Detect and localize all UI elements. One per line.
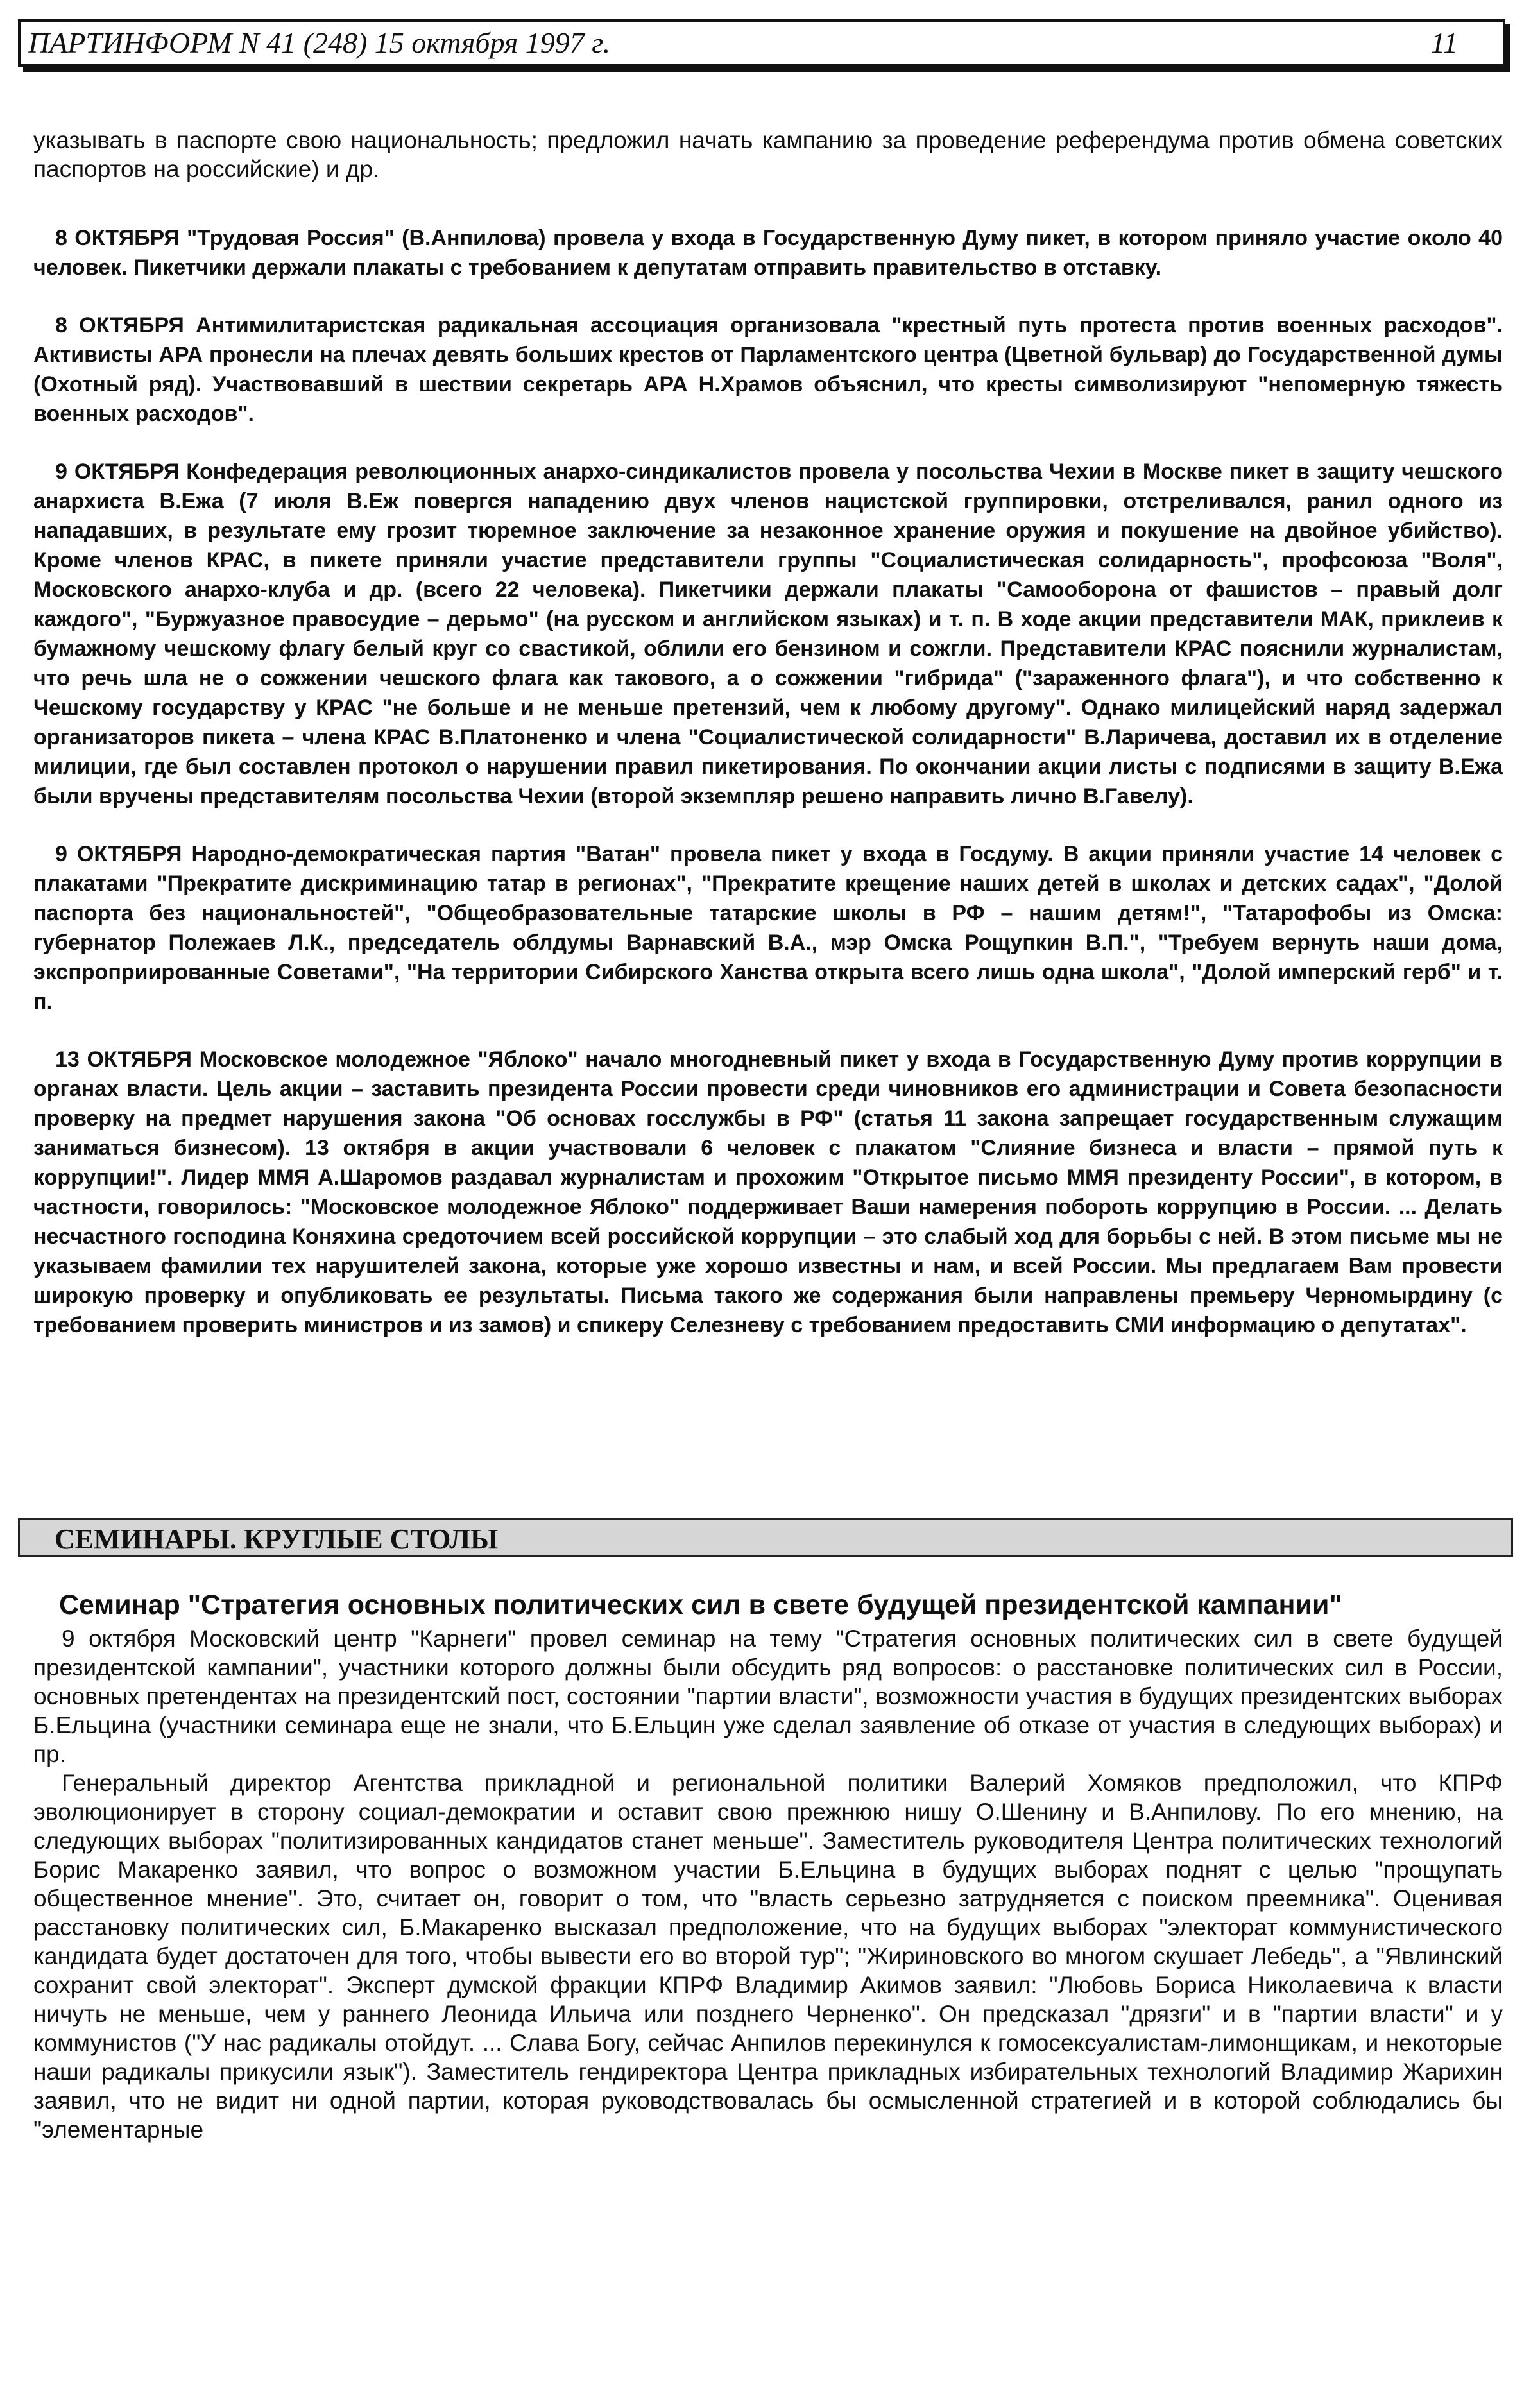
header-title: ПАРТИНФОРМ N 41 (248) 15 октября 1997 г. [28,26,611,59]
page-header [18,19,1505,67]
events-list [33,223,1503,1368]
page-number: 11 [1430,26,1458,59]
section-heading: СЕМИНАРЫ. КРУГЛЫЕ СТОЛЫ [18,1518,1513,1557]
event-item: 9 ОКТЯБРЯ Конфедерация революционных анархо-синдикалистов провела у посольства Чехии в Москве пикет в защиту чешского анархиста В.Ежа (7 июля В.Еж повергся нападению двух членов нацистской группировки, отстреливался, ранил одного из нападавших, в результате ему грозит тюремное заключение за незаконное хранение оружия и покушение на двойное убийство). Кроме членов КРАС, в пикете приняли участие представители группы "Социалистическая солидарность", профсоюза "Воля", Московского анархо-клуба и др. (всего 22 человека). Пикетчики держали плакаты "Самооборона от фашистов – правый долг каждого", "Буржуазное правосудие – дерьмо" (на русском и английском языках) и т. п. В ходе акции представители МАК, приклеив к бумажному чешскому флагу белый круг со свастикой, облили его бензином и сожгли. Представители КРАС пояснили журналистам, что речь шла не о сожжении чешского флага как такового, а о сожжении "гибрида" ("зараженного флага"), и что собственно к Чешскому государству у КРАС "не больше и не меньше претензий, чем к любому другому". Однако милицейский наряд задержал организаторов пикета – члена КРАС В.Платоненко и члена "Социалистической солидарности" В.Ларичева, доставил их в отделение милиции, где был составлен протокол о нарушении правил пикетирования. По окончании акции листы с подписями в защиту В.Ежа были вручены представителям посольства Чехии (второй экземпляр решено направить лично В.Гавелу). [33,459,1503,809]
seminar-title: Семинар "Стратегия основных политических сил в свете будущей президентской кампании" [59,1589,1342,1620]
event-item: 8 ОКТЯБРЯ Антимилитаристская радикальная ассоциация организовала "крестный путь протеста против военных расходов". Активисты АРА пронесли на плечах девять больших крестов от Парламентского центра (Цветной бульвар) до Государственной думы (Охотный ряд). Участвовавший в шествии секретарь АРА Н.Храмов объяснил, что кресты символизируют "непомерную тяжесть военных расходов". [33,313,1503,426]
seminar-paragraph: Генеральный директор Агентства прикладной и региональной политики Валерий Хомяков предположил, что КПРФ эволюционирует в сторону социал-демократии и оставит свою прежнюю нишу О.Шенину и В.Анпилову. По его мнению, на следующих выборах "политизированных кандидатов станет меньше". Заместитель руководителя Центра политических технологий Борис Макаренко заявил, что вопрос о возможном участии Б.Ельцина в будущих выборах поднят с целью "прощупать общественное мнение". Это, считает он, говорит о том, что "власть серьезно затрудняется с поиском преемника". Оценивая расстановку политических сил, Б.Макаренко высказал предположение, что на будущих выборах "электорат коммунистического кандидата будет достаточен для того, чтобы вывести его во второй тур"; "Жириновского во многом скушает Лебедь", а "Явлинский сохранит свой электорат". Эксперт думской фракции КПРФ Владимир Акимов заявил: "Любовь Бориса Николаевича к власти ничуть не меньше, чем у раннего Леонида Ильича или позднего Черненко". Он предсказал "дрязги" и в "партии власти" и у коммунистов ("У нас радикалы отойдут. ... Слава Богу, сейчас Анпилов перекинулся к гомосексуалистам-лимонщикам, и некоторые наши радикалы прикусили язык"). Заместитель гендиректора Центра прикладных избирательных технологий Владимир Жарихин заявил, что не видит ни одной партии, которая руководствовалась бы осмысленной стратегией и в которой соблюдались бы "элементарные [33,1770,1503,2143]
event-item: 9 ОКТЯБРЯ Народно-демократическая партия "Ватан" провела пикет у входа в Госдуму. В акции приняли участие 14 человек с плакатами "Прекратите дискриминацию татар в регионах", "Прекратите крещение наших детей в школах и детских садах", "Долой паспорта без национальностей", "Общеобразовательные татарские школы в РФ – нашим детям!", "Татарофобы из Омска: губернатор Полежаев Л.К., председатель облдумы Варнавский В.А., мэр Омска Рощупкин В.П.", "Требуем вернуть наши дома, экспроприированные Советами", "На территории Сибирского Ханства открыта всего лишь одна школа", "Долой имперский герб" и т. п. [33,842,1503,1014]
event-item: 13 ОКТЯБРЯ Московское молодежное "Яблоко" начало многодневный пикет у входа в Государственную Думу против коррупции в органах власти. Цель акции – заставить президента России провести среди чиновников его администрации и Совета безопасности проверку на предмет нарушения закона "Об основах госслужбы в РФ" (статья 11 закона запрещает государственным служащим заниматься бизнесом). 13 октября в акции участвовали 6 человек с плакатом "Слияние бизнеса и власти – прямой путь к коррупции!". Лидер ММЯ А.Шаромов раздавал журналистам и прохожим "Открытое письмо ММЯ президенту России", в котором, в частности, говорилось: "Московское молодежное Яблоко" поддерживает Ваши намерения побороть коррупцию в России. ... Делать несчастного господина Коняхина средоточием всей российской коррупции – это слабый ход для борьбы с ней. В этом письме мы не указываем фамилии тех нарушителей закона, которые уже хорошо известны и нам, и всей России. Мы предлагаем Вам провести широкую проверку и опубликовать ее результаты. Письма такого же содержания были направлены премьеру Черномырдину (с требованием проверить министров и из замов) и спикеру Селезневу с требованием предоставить СМИ информацию о депутатах". [33,1047,1503,1337]
seminar-article [33,1588,1503,2144]
event-item: 8 ОКТЯБРЯ "Трудовая Россия" (В.Анпилова) провела у входа в Государственную Думу пикет, в котором приняло участие около 40 человек. Пикетчики держали плакаты с требованием к депутатам отправить правительство в отставку. [33,226,1503,280]
intro-paragraph: указывать в паспорте свою национальность; предложил начать кампанию за проведение референдума против обмена советских паспортов на российские) и др. [33,127,1503,182]
seminar-paragraph: 9 октября Московский центр "Карнеги" провел семинар на тему "Стратегия основных политических сил в свете будущей президентской кампании", участники которого должны были обсудить ряд вопросов: о расстановке политических сил в России, основных претендентах на президентский пост, состоянии "партии власти", возможности участия в будущих президентских выборах Б.Ельцина (участники семинара еще не знали, что Б.Ельцин уже сделал заявление об отказе от участия в следующих выборах) и пр. [33,1625,1503,1767]
